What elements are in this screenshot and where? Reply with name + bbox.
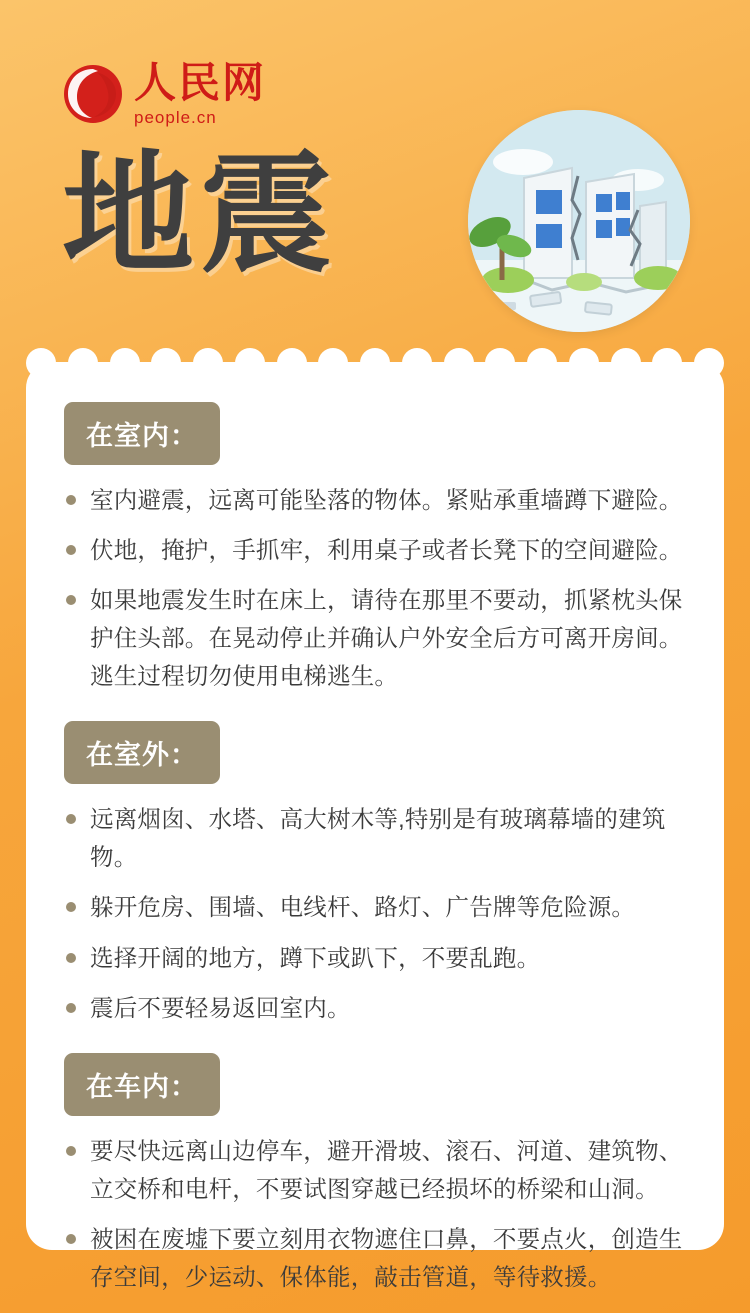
list-item: 被困在废墟下要立刻用衣物遮住口鼻，不要点火，创造生存空间，少运动、保体能，敲击管道，等待救援。	[64, 1220, 686, 1296]
section-heading-outdoors: 在室外：	[64, 721, 220, 784]
list-item: 远离烟囱、水塔、高大树木等,特别是有玻璃幕墙的建筑物。	[64, 800, 686, 876]
content-card	[26, 362, 724, 1290]
people-cn-logo-icon	[62, 63, 124, 125]
content-card-body	[26, 362, 724, 1313]
list-item: 震后不要轻易返回室内。	[64, 989, 686, 1027]
section-indoors	[64, 402, 686, 695]
list-item: 要尽快远离山边停车，避开滑坡、滚石、河道、建筑物、立交桥和电杆，不要试图穿越已经损坏的桥梁和山洞。	[64, 1132, 686, 1208]
section-outdoors	[64, 721, 686, 1026]
tips-list-indoors	[64, 481, 686, 695]
list-item: 如果地震发生时在床上，请待在那里不要动，抓紧枕头保护住头部。在晃动停止并确认户外安全后方可离开房间。逃生过程切勿使用电梯逃生。	[64, 581, 686, 695]
section-heading-in-vehicle: 在车内：	[64, 1053, 220, 1116]
earthquake-damaged-buildings-illustration	[468, 110, 690, 332]
poster-bottom-strip	[0, 1250, 750, 1313]
brand-name-cn: 人民网	[134, 58, 267, 107]
brand-lockup	[62, 58, 750, 127]
list-item: 伏地，掩护，手抓牢，利用桌子或者长凳下的空间避险。	[64, 531, 686, 569]
list-item: 选择开阔的地方，蹲下或趴下，不要乱跑。	[64, 939, 686, 977]
brand-name-en: people.cn	[134, 108, 217, 127]
list-item: 躲开危房、围墙、电线杆、路灯、广告牌等危险源。	[64, 888, 686, 926]
list-item: 室内避震，远离可能坠落的物体。紧贴承重墙蹲下避险。	[64, 481, 686, 519]
section-heading-indoors: 在室内：	[64, 402, 220, 465]
page-title: 地震	[62, 138, 338, 292]
brand-text	[134, 58, 267, 127]
tips-list-outdoors	[64, 800, 686, 1026]
